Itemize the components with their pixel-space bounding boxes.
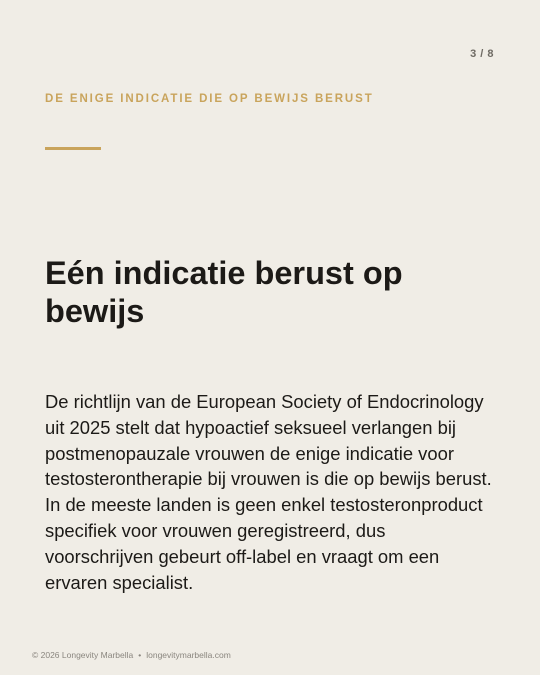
body-paragraph: De richtlijn van de European Society of Endocrinology uit 2025 stelt dat hypoactief seksueel verlangen bij postmenopauzale vrouwen de enige indicatie voor testosterontherapie bij vrouwen is die op bewijs berust. In de meeste landen is geen enkel testosteronproduct specifiek voor vrouwen geregistreerd, dus voorschrijven gebeurt off-label en vraagt om een ervaren specialist.: [45, 391, 492, 593]
footer-separator: •: [138, 649, 142, 660]
footer-website-link[interactable]: longevitymarbella.com: [146, 649, 231, 660]
eyebrow-label: DE ENIGE INDICATIE DIE OP BEWIJS BERUST: [45, 93, 374, 105]
footer: [32, 649, 231, 660]
footer-copyright: © 2026 Longevity Marbella: [32, 649, 134, 660]
headline: Eén indicatie berust op bewijs: [45, 255, 403, 329]
accent-divider: [45, 147, 101, 150]
page-indicator: 3 / 8: [470, 48, 494, 60]
